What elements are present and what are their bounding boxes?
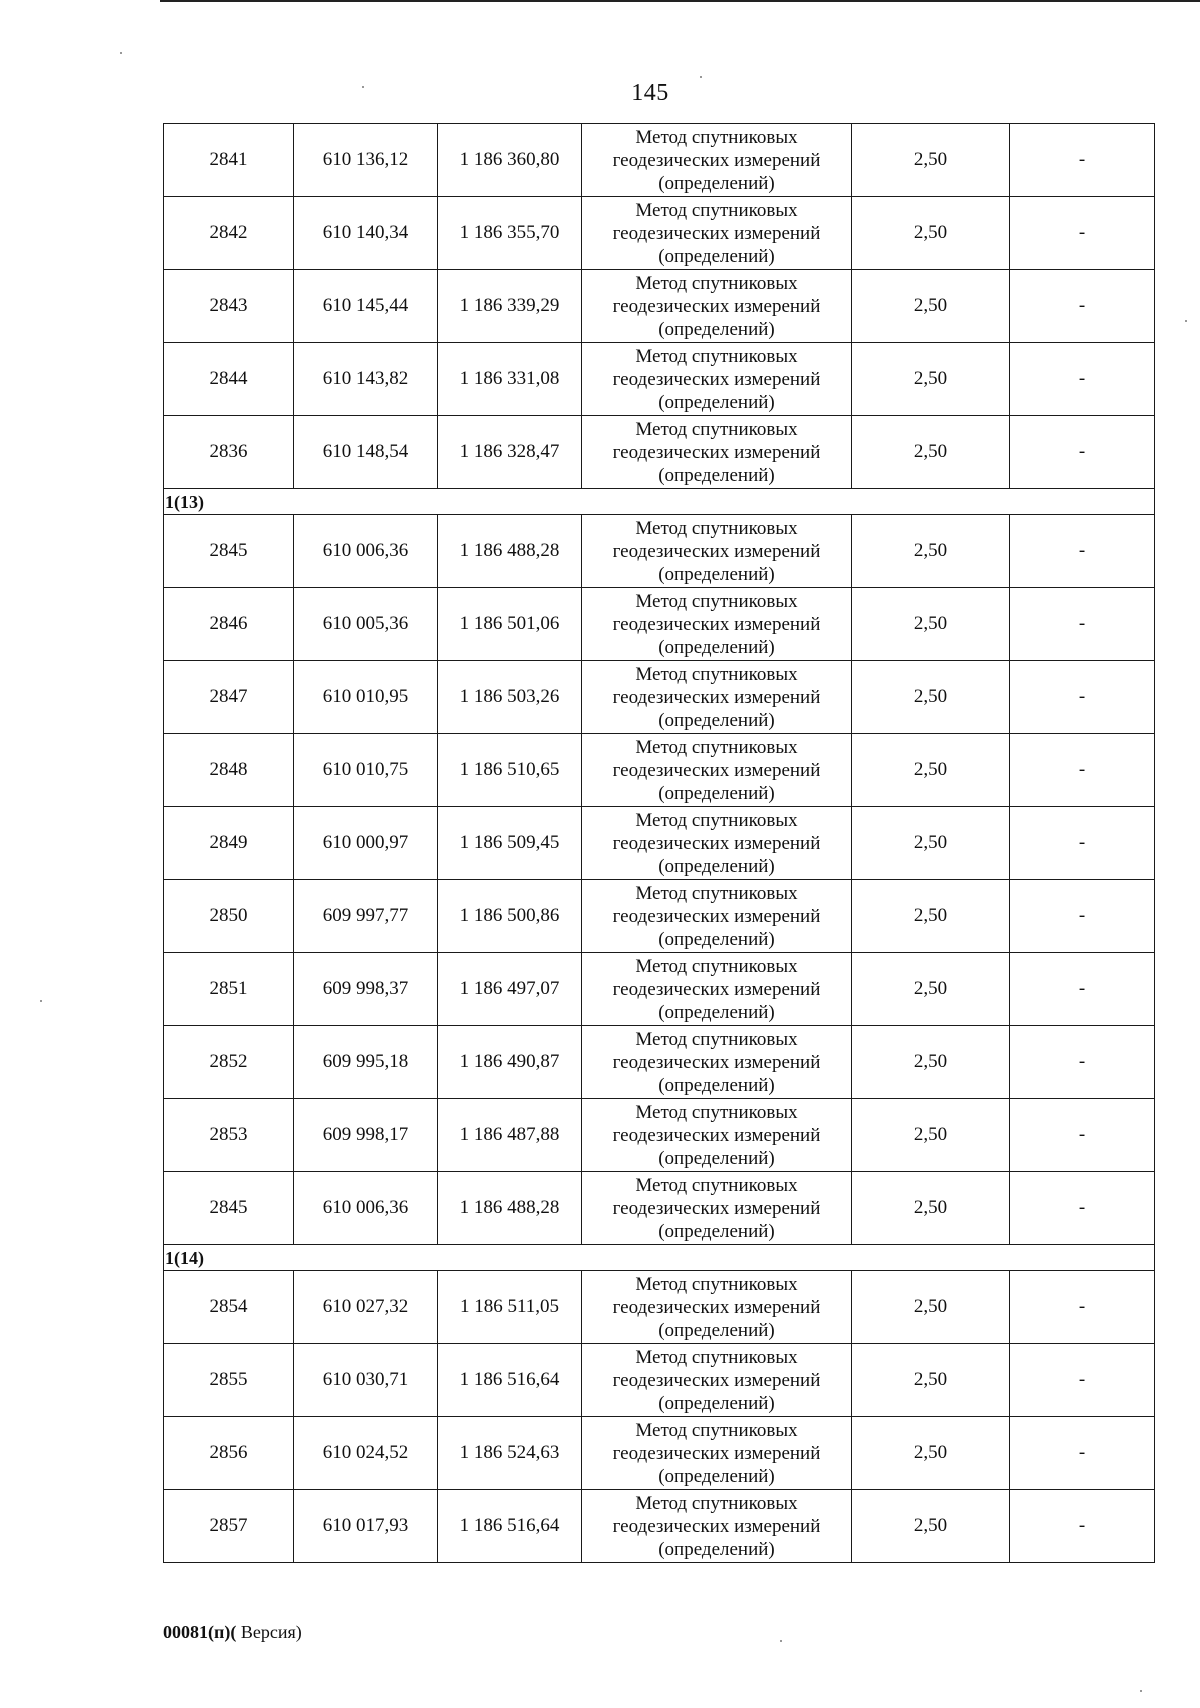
note-cell: -	[1010, 1417, 1155, 1490]
method-text-line: (определений)	[658, 1465, 775, 1487]
document-code-number: 00081(п)(	[163, 1622, 237, 1642]
x-coordinate-cell: 609 997,77	[294, 880, 438, 953]
scan-speck	[120, 52, 122, 54]
section-label: 1(13)	[164, 489, 1155, 515]
accuracy-cell: 2,50	[852, 734, 1010, 807]
accuracy-cell: 2,50	[852, 416, 1010, 489]
method-text-line: (определений)	[658, 1319, 775, 1341]
coordinates-table-body	[164, 124, 1155, 1563]
method-text-line: геодезических измерений	[612, 540, 821, 562]
scan-speck	[1185, 320, 1187, 322]
note-cell: -	[1010, 1490, 1155, 1563]
note-cell: -	[1010, 1271, 1155, 1344]
accuracy-cell: 2,50	[852, 588, 1010, 661]
point-number-cell: 2849	[164, 807, 294, 880]
method-text-line: геодезических измерений	[612, 1515, 821, 1537]
method-text-line: (определений)	[658, 1001, 775, 1023]
accuracy-cell: 2,50	[852, 197, 1010, 270]
method-text-line: (определений)	[658, 1392, 775, 1414]
accuracy-cell: 2,50	[852, 124, 1010, 197]
method-cell	[582, 1172, 852, 1245]
y-coordinate-cell: 1 186 524,63	[438, 1417, 582, 1490]
method-text-line: (определений)	[658, 172, 775, 194]
y-coordinate-cell: 1 186 331,08	[438, 343, 582, 416]
method-text-line: геодезических измерений	[612, 295, 821, 317]
method-text-line: Метод спутниковых	[635, 1174, 798, 1196]
table-row	[164, 197, 1155, 270]
method-text-line: геодезических измерений	[612, 441, 821, 463]
table-row	[164, 1490, 1155, 1563]
note-cell: -	[1010, 1172, 1155, 1245]
scan-speck	[780, 1640, 782, 1642]
method-text-line: геодезических измерений	[612, 686, 821, 708]
note-cell: -	[1010, 588, 1155, 661]
method-cell	[582, 270, 852, 343]
method-text-line: Метод спутниковых	[635, 955, 798, 977]
accuracy-cell: 2,50	[852, 1271, 1010, 1344]
section-label: 1(14)	[164, 1245, 1155, 1271]
method-text-line: Метод спутниковых	[635, 418, 798, 440]
method-text-line: геодезических измерений	[612, 1197, 821, 1219]
method-text-line: (определений)	[658, 928, 775, 950]
method-cell	[582, 880, 852, 953]
point-number-cell: 2853	[164, 1099, 294, 1172]
y-coordinate-cell: 1 186 516,64	[438, 1490, 582, 1563]
method-text-line: Метод спутниковых	[635, 736, 798, 758]
method-text-line: (определений)	[658, 245, 775, 267]
point-number-cell: 2843	[164, 270, 294, 343]
method-text-line: (определений)	[658, 563, 775, 585]
x-coordinate-cell: 610 010,75	[294, 734, 438, 807]
x-coordinate-cell: 610 027,32	[294, 1271, 438, 1344]
y-coordinate-cell: 1 186 516,64	[438, 1344, 582, 1417]
method-text-line: (определений)	[658, 782, 775, 804]
section-header-row	[164, 489, 1155, 515]
note-cell: -	[1010, 270, 1155, 343]
note-cell: -	[1010, 734, 1155, 807]
method-cell	[582, 1490, 852, 1563]
accuracy-cell: 2,50	[852, 807, 1010, 880]
method-text-line: геодезических измерений	[612, 759, 821, 781]
y-coordinate-cell: 1 186 501,06	[438, 588, 582, 661]
method-text-line: (определений)	[658, 391, 775, 413]
note-cell: -	[1010, 807, 1155, 880]
x-coordinate-cell: 610 000,97	[294, 807, 438, 880]
accuracy-cell: 2,50	[852, 1490, 1010, 1563]
method-cell	[582, 1099, 852, 1172]
accuracy-cell: 2,50	[852, 1026, 1010, 1099]
method-text-line: Метод спутниковых	[635, 345, 798, 367]
top-border-line	[160, 0, 1200, 2]
method-text-line: геодезических измерений	[612, 613, 821, 635]
accuracy-cell: 2,50	[852, 1344, 1010, 1417]
point-number-cell: 2847	[164, 661, 294, 734]
point-number-cell: 2841	[164, 124, 294, 197]
table-row	[164, 1271, 1155, 1344]
page-number: 145	[631, 80, 669, 106]
method-cell	[582, 588, 852, 661]
point-number-cell: 2845	[164, 1172, 294, 1245]
x-coordinate-cell: 610 017,93	[294, 1490, 438, 1563]
method-cell	[582, 416, 852, 489]
point-number-cell: 2852	[164, 1026, 294, 1099]
table-row	[164, 1417, 1155, 1490]
accuracy-cell: 2,50	[852, 661, 1010, 734]
x-coordinate-cell: 610 006,36	[294, 515, 438, 588]
method-text-line: Метод спутниковых	[635, 1028, 798, 1050]
method-text-line: Метод спутниковых	[635, 199, 798, 221]
method-cell	[582, 1271, 852, 1344]
point-number-cell: 2846	[164, 588, 294, 661]
method-text-line: (определений)	[658, 709, 775, 731]
point-number-cell: 2850	[164, 880, 294, 953]
accuracy-cell: 2,50	[852, 1417, 1010, 1490]
method-text-line: геодезических измерений	[612, 1369, 821, 1391]
y-coordinate-cell: 1 186 509,45	[438, 807, 582, 880]
scan-speck	[362, 86, 364, 88]
table-row	[164, 515, 1155, 588]
x-coordinate-cell: 610 005,36	[294, 588, 438, 661]
x-coordinate-cell: 609 995,18	[294, 1026, 438, 1099]
note-cell: -	[1010, 515, 1155, 588]
method-text-line: Метод спутниковых	[635, 590, 798, 612]
point-number-cell: 2836	[164, 416, 294, 489]
table-row	[164, 1099, 1155, 1172]
note-cell: -	[1010, 953, 1155, 1026]
x-coordinate-cell: 609 998,37	[294, 953, 438, 1026]
method-text-line: (определений)	[658, 318, 775, 340]
y-coordinate-cell: 1 186 500,86	[438, 880, 582, 953]
y-coordinate-cell: 1 186 497,07	[438, 953, 582, 1026]
table-row	[164, 343, 1155, 416]
scan-speck	[1140, 1690, 1142, 1692]
method-text-line: (определений)	[658, 1147, 775, 1169]
accuracy-cell: 2,50	[852, 880, 1010, 953]
point-number-cell: 2845	[164, 515, 294, 588]
table-row	[164, 734, 1155, 807]
method-text-line: Метод спутниковых	[635, 517, 798, 539]
x-coordinate-cell: 610 010,95	[294, 661, 438, 734]
table-row	[164, 270, 1155, 343]
x-coordinate-cell: 610 140,34	[294, 197, 438, 270]
document-version-label: Версия)	[236, 1622, 302, 1642]
y-coordinate-cell: 1 186 490,87	[438, 1026, 582, 1099]
method-text-line: Метод спутниковых	[635, 1419, 798, 1441]
method-text-line: Метод спутниковых	[635, 272, 798, 294]
y-coordinate-cell: 1 186 510,65	[438, 734, 582, 807]
method-text-line: (определений)	[658, 464, 775, 486]
note-cell: -	[1010, 124, 1155, 197]
x-coordinate-cell: 610 148,54	[294, 416, 438, 489]
table-row	[164, 1344, 1155, 1417]
table-row	[164, 1172, 1155, 1245]
method-text-line: геодезических измерений	[612, 978, 821, 1000]
scan-speck	[700, 76, 702, 78]
note-cell: -	[1010, 343, 1155, 416]
point-number-cell: 2854	[164, 1271, 294, 1344]
method-cell	[582, 1344, 852, 1417]
table-row	[164, 661, 1155, 734]
table-row	[164, 124, 1155, 197]
y-coordinate-cell: 1 186 511,05	[438, 1271, 582, 1344]
method-text-line: Метод спутниковых	[635, 1492, 798, 1514]
y-coordinate-cell: 1 186 488,28	[438, 515, 582, 588]
method-text-line: Метод спутниковых	[635, 882, 798, 904]
method-cell	[582, 197, 852, 270]
x-coordinate-cell: 610 024,52	[294, 1417, 438, 1490]
y-coordinate-cell: 1 186 487,88	[438, 1099, 582, 1172]
table-row	[164, 880, 1155, 953]
method-text-line: (определений)	[658, 1220, 775, 1242]
method-text-line: геодезических измерений	[612, 832, 821, 854]
method-cell	[582, 124, 852, 197]
point-number-cell: 2855	[164, 1344, 294, 1417]
method-text-line: геодезических измерений	[612, 149, 821, 171]
x-coordinate-cell: 610 006,36	[294, 1172, 438, 1245]
table-row	[164, 1026, 1155, 1099]
method-text-line: геодезических измерений	[612, 1442, 821, 1464]
note-cell: -	[1010, 1026, 1155, 1099]
note-cell: -	[1010, 880, 1155, 953]
accuracy-cell: 2,50	[852, 270, 1010, 343]
point-number-cell: 2842	[164, 197, 294, 270]
coordinates-table	[163, 123, 1155, 1563]
scan-speck	[40, 1000, 42, 1002]
method-text-line: (определений)	[658, 1074, 775, 1096]
y-coordinate-cell: 1 186 355,70	[438, 197, 582, 270]
method-text-line: (определений)	[658, 1538, 775, 1560]
method-text-line: геодезических измерений	[612, 1124, 821, 1146]
point-number-cell: 2856	[164, 1417, 294, 1490]
note-cell: -	[1010, 661, 1155, 734]
note-cell: -	[1010, 1344, 1155, 1417]
y-coordinate-cell: 1 186 360,80	[438, 124, 582, 197]
y-coordinate-cell: 1 186 488,28	[438, 1172, 582, 1245]
method-text-line: Метод спутниковых	[635, 1101, 798, 1123]
accuracy-cell: 2,50	[852, 1172, 1010, 1245]
note-cell: -	[1010, 197, 1155, 270]
y-coordinate-cell: 1 186 339,29	[438, 270, 582, 343]
method-cell	[582, 1417, 852, 1490]
method-cell	[582, 343, 852, 416]
method-text-line: геодезических измерений	[612, 368, 821, 390]
method-cell	[582, 661, 852, 734]
table-row	[164, 807, 1155, 880]
method-text-line: Метод спутниковых	[635, 663, 798, 685]
method-cell	[582, 734, 852, 807]
accuracy-cell: 2,50	[852, 953, 1010, 1026]
method-text-line: (определений)	[658, 636, 775, 658]
method-text-line: Метод спутниковых	[635, 1346, 798, 1368]
method-cell	[582, 807, 852, 880]
method-text-line: геодезических измерений	[612, 905, 821, 927]
method-text-line: геодезических измерений	[612, 1051, 821, 1073]
method-text-line: Метод спутниковых	[635, 126, 798, 148]
y-coordinate-cell: 1 186 503,26	[438, 661, 582, 734]
method-text-line: Метод спутниковых	[635, 1273, 798, 1295]
method-cell	[582, 953, 852, 1026]
point-number-cell: 2848	[164, 734, 294, 807]
accuracy-cell: 2,50	[852, 515, 1010, 588]
x-coordinate-cell: 610 136,12	[294, 124, 438, 197]
y-coordinate-cell: 1 186 328,47	[438, 416, 582, 489]
x-coordinate-cell: 610 030,71	[294, 1344, 438, 1417]
method-cell	[582, 515, 852, 588]
x-coordinate-cell: 610 145,44	[294, 270, 438, 343]
table-row	[164, 416, 1155, 489]
point-number-cell: 2851	[164, 953, 294, 1026]
method-text-line: геодезических измерений	[612, 222, 821, 244]
table-row	[164, 953, 1155, 1026]
document-code	[163, 1622, 302, 1643]
point-number-cell: 2844	[164, 343, 294, 416]
note-cell: -	[1010, 1099, 1155, 1172]
section-header-row	[164, 1245, 1155, 1271]
accuracy-cell: 2,50	[852, 343, 1010, 416]
method-cell	[582, 1026, 852, 1099]
x-coordinate-cell: 610 143,82	[294, 343, 438, 416]
method-text-line: Метод спутниковых	[635, 809, 798, 831]
x-coordinate-cell: 609 998,17	[294, 1099, 438, 1172]
method-text-line: геодезических измерений	[612, 1296, 821, 1318]
table-row	[164, 588, 1155, 661]
point-number-cell: 2857	[164, 1490, 294, 1563]
note-cell: -	[1010, 416, 1155, 489]
accuracy-cell: 2,50	[852, 1099, 1010, 1172]
method-text-line: (определений)	[658, 855, 775, 877]
